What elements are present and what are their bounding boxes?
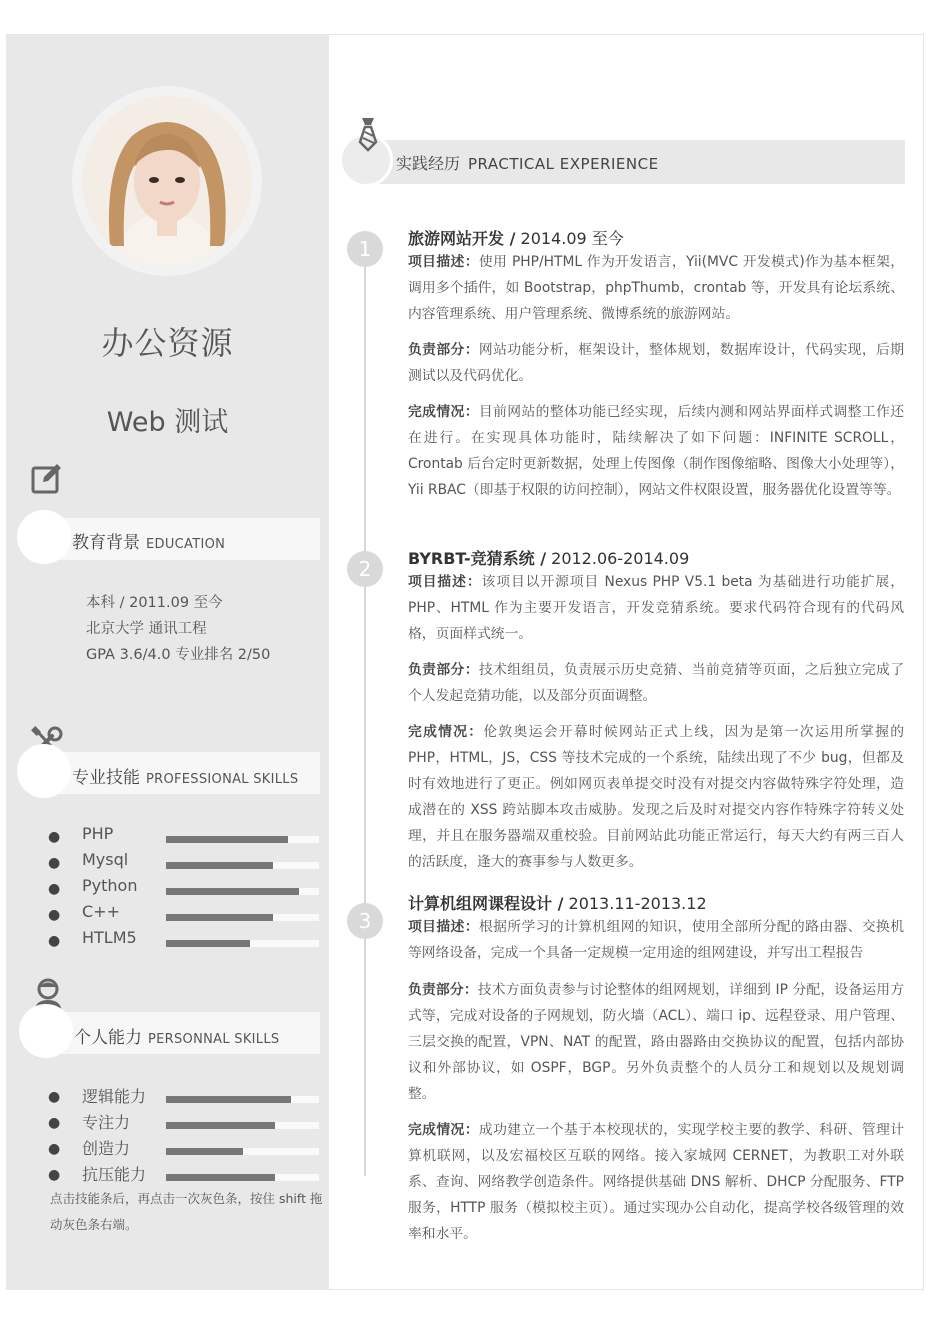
skill-bar-fill[interactable] [166,862,273,869]
project-result: 完成情况：成功建立一个基于本校现状的，实现学校主要的教学、科研、管理计算机联网，以及宏福校区互联的网络。接入家城网 CERNET，为教职工对外联系、查询、网络教学创造条件。网络提供基础 DNS 解析、DHCP 分配服务、FTP 服务，HTTP 服务（模拟校主页）。通过实现办公自动化，提高学校各级管理的效率和水平。 [408,1122,905,1242]
skill-row [46,824,321,850]
ability-row [46,1084,321,1110]
timeline-marker: 3 [347,903,383,939]
skill-label: Python [82,876,138,895]
project-responsibility: 负责部分：网站功能分析，框架设计，整体规划，数据库设计，代码实现，后期测试以及代码优化。 [408,342,905,384]
skill-row [46,876,321,902]
skill-bar-fill[interactable] [166,888,299,895]
ability-label: 抗压能力 [82,1165,147,1184]
skill-row [46,928,321,954]
project-title: 计算机组网课程设计 / 2013.11-2013.12 [408,894,707,913]
skill-label: C++ [82,902,120,921]
ability-row [46,1136,321,1162]
education-degree: 本科 / 2011.09 至今 [86,595,223,611]
skill-bar[interactable] [166,862,319,869]
project-description: 项目描述：使用 PHP/HTML 作为开发语言，Yii(MVC 开发模式)作为基本框架，调用多个插件，如 Bootstrap，phpThumb，crontab 等，开发具有论坛系统、内容管理系统、用户管理系统、微博系统的旅游网站。 [408,254,905,322]
timeline-marker: 1 [347,231,383,267]
project-result: 完成情况：伦敦奥运会开幕时候网站正式上线，因为是第一次运用所掌握的 PHP，HTML，JS，CSS 等技术完成的一个系统，陆续出现了不少 bug，但都及时有效地进行了更正。例如网页表单提交时没有对提交内容做特殊字符处理，造成潜在的 XSS 跨站脚本攻击威胁。发现之后及时对提交内容作特殊字符转义处理，并且在服务器端双重校验。目前网站此功能正常运行，每天大约有两三百人的活跃度，逢大的赛事参与人数更多。 [408,724,905,870]
skill-bar[interactable] [166,940,319,947]
skill-bar-fill[interactable] [166,940,250,947]
skill-bar[interactable] [166,914,319,921]
ability-row [46,1110,321,1136]
professional-skills-header-circle [17,744,71,798]
ability-label: 创造力 [82,1139,131,1158]
bullet: ● [48,1115,61,1131]
tie-icon [356,116,380,156]
ability-label: 专注力 [82,1113,131,1132]
ability-row [46,1162,321,1188]
skill-row [46,850,321,876]
ability-label: 逻辑能力 [82,1087,147,1106]
experience-title: 实践经历 PRACTICAL EXPERIENCE [396,154,659,173]
bullet: ● [48,933,61,949]
project-responsibility: 负责部分：技术方面负责参与讨论整体的组网规划，详细到 IP 分配，设备运用方式等，完成对设备的子网规划，防火墙（ACL）、端口 ip、远程登录、用户管理、三层交换的配置，VPN、NAT 的配置，路由器路由交换协议的配置，包括内部协议和外部协议，如 OSPF，BGP。另外负责整个的人员分工和规划以及规划调整。 [408,982,904,1102]
bullet: ● [48,1089,61,1105]
avatar [82,96,252,266]
skill-bar-fill[interactable] [166,914,273,921]
project-responsibility: 负责部分：技术组组员，负责展示历史竞猜、当前竞猜等页面，之后独立完成了个人发起竞猜功能，以及部分页面调整。 [408,662,905,704]
bullet: ● [48,855,61,871]
project-title: BYRBT-竞猜系统 / 2012.06-2014.09 [408,549,690,568]
edit-icon [30,461,64,499]
skill-bar[interactable] [166,836,319,843]
bullet: ● [48,1167,61,1183]
professional-skills-title: 专业技能 PROFESSIONAL SKILLS [72,768,299,788]
skill-label: PHP [82,824,114,843]
project-title: 旅游网站开发 / 2014.09 至今 [408,229,624,248]
bullet: ● [48,907,61,923]
personal-skills-header-circle [19,1004,73,1058]
ability-bar-fill[interactable] [166,1174,275,1181]
ability-bar[interactable] [166,1148,319,1155]
personal-skills-title: 个人能力 PERSONNAL SKILLS [74,1028,280,1048]
skill-bar-hint: 点击技能条后，再点击一次灰色条，按住 shift 拖动灰色条右端。 [50,1191,323,1232]
project-description: 项目描述：该项目以开源项目 Nexus PHP V5.1 beta 为基础进行功能扩展，PHP、HTML 作为主要开发语言，开发竞猜系统。要求代码符合现有的代码风格，页面样式统一。 [408,574,905,642]
ability-bar-fill[interactable] [166,1148,243,1155]
job-title: Web 测试 [106,407,229,438]
bullet: ● [48,1141,61,1157]
skill-row [46,902,321,928]
education-header-circle [17,510,71,564]
timeline-marker: 2 [347,551,383,587]
ability-bar[interactable] [166,1096,319,1103]
skill-bar-fill[interactable] [166,836,288,843]
bullet: ● [48,829,61,845]
education-gpa: GPA 3.6/4.0 专业排名 2/50 [86,647,271,663]
person-name: 办公资源 [101,324,234,362]
education-school: 北京大学 通讯工程 [86,621,207,637]
timeline-line [364,246,366,1176]
skill-label: HTLM5 [82,928,137,947]
ability-bar-fill[interactable] [166,1122,275,1129]
skill-label: Mysql [82,850,129,869]
portrait-photo [82,96,252,266]
skill-bar[interactable] [166,888,319,895]
project-result: 完成情况：目前网站的整体功能已经实现，后续内测和网站界面样式调整工作还在进行。在实现具体功能时，陆续解决了如下问题：INFINITE SCROLL，Crontab 后台定时更新数据，处理上传图像（制作图像缩略、图像大小处理等），Yii RBAC（即基于权限的访问控制），网站文件权限设置，服务器优化设置等等。 [408,404,905,498]
education-title: 教育背景 EDUCATION [72,533,226,553]
ability-bar-fill[interactable] [166,1096,291,1103]
bullet: ● [48,881,61,897]
ability-bar[interactable] [166,1174,319,1181]
ability-bar[interactable] [166,1122,319,1129]
project-description: 项目描述：根据所学习的计算机组网的知识，使用全部所分配的路由器、交换机等网络设备，完成一个具备一定规模一定用途的组网建设，并写出工程报告 [408,919,905,961]
